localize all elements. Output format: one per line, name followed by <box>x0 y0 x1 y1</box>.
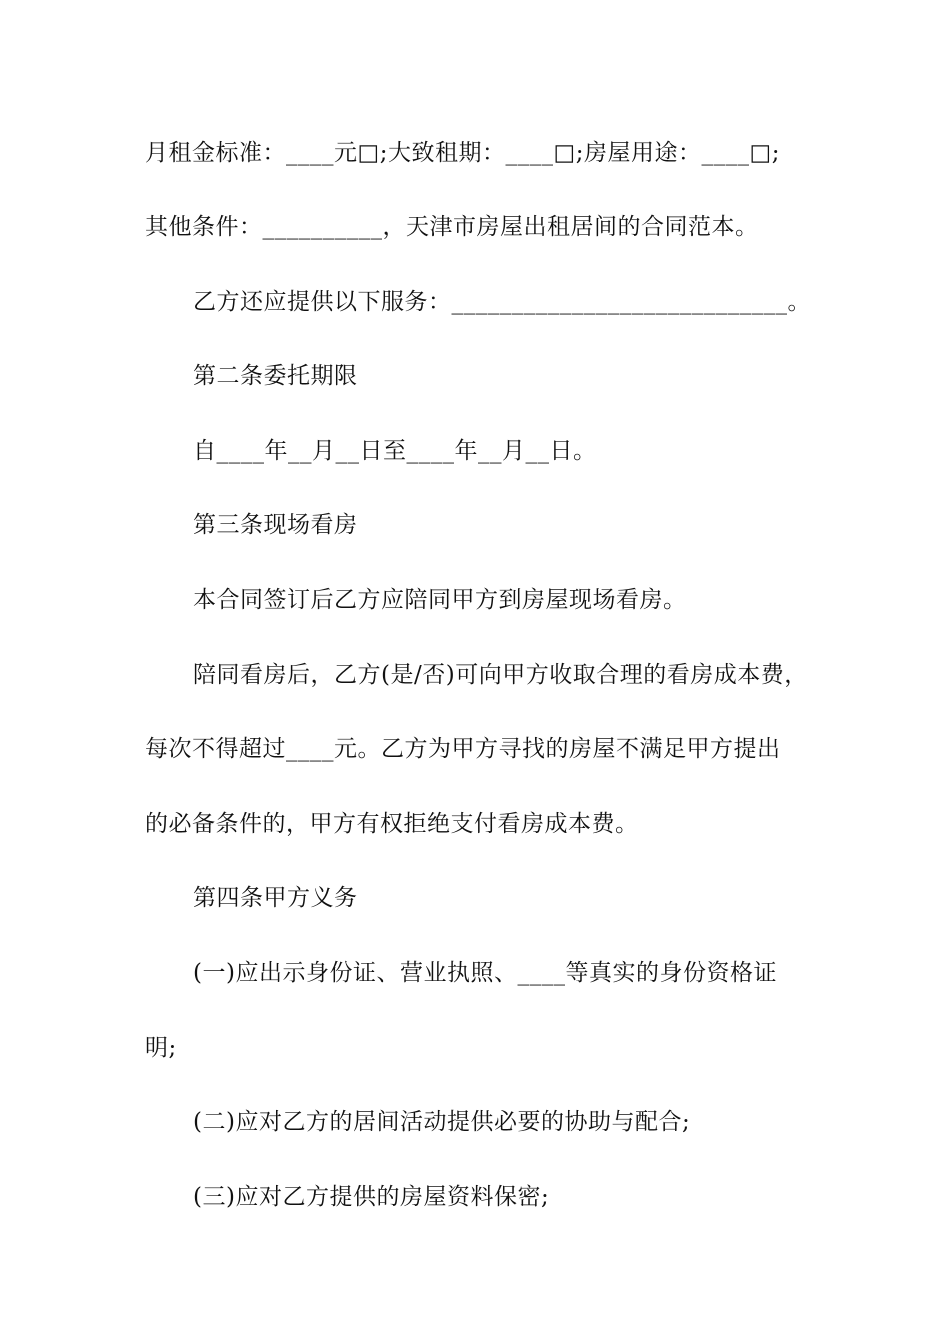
viewing-line-1: 本合同签订后乙方应陪同甲方到房屋现场看房。 <box>193 587 687 613</box>
article-4-heading: 第四条甲方义务 <box>193 885 358 911</box>
article-3-heading: 第三条现场看房 <box>193 512 358 538</box>
obligation-1-line-1: (一)应出示身份证、营业执照、____等真实的身份资格证 <box>193 960 777 986</box>
obligation-2-line: (二)应对乙方的居间活动提供必要的协助与配合; <box>193 1109 691 1135</box>
term-period-line: 自____年__月__日至____年__月__日。 <box>193 438 597 464</box>
viewing-fee-line-3: 的必备条件的，甲方有权拒绝支付看房成本费。 <box>145 811 639 837</box>
other-conditions-line: 其他条件：__________，天津市房屋出租居间的合同范本。 <box>145 214 759 240</box>
rent-terms-line: 月租金标准：____元□;大致租期：____□;房屋用途：____□; <box>145 140 780 166</box>
obligation-1-line-2: 明; <box>145 1035 177 1061</box>
services-line: 乙方还应提供以下服务：____________________________。 <box>193 289 811 315</box>
obligation-3-line: (三)应对乙方提供的房屋资料保密; <box>193 1184 550 1210</box>
viewing-fee-line-2: 每次不得超过____元。乙方为甲方寻找的房屋不满足甲方提出 <box>145 736 781 762</box>
viewing-fee-line-1: 陪同看房后，乙方(是/否)可向甲方收取合理的看房成本费， <box>193 662 808 688</box>
article-2-heading: 第二条委托期限 <box>193 363 358 389</box>
